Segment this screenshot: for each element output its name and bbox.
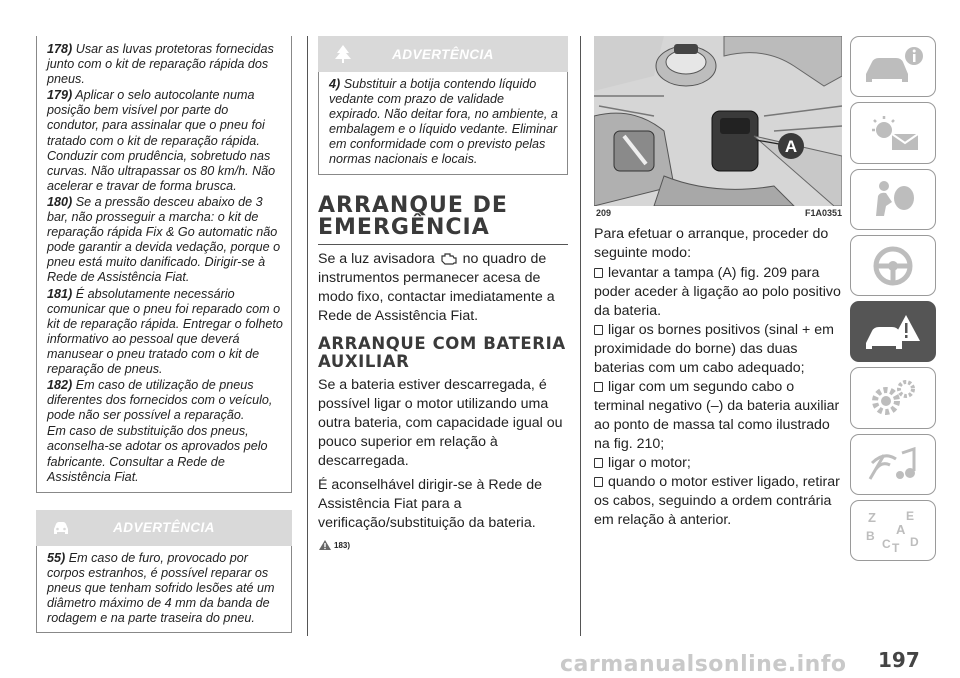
step-item: ligar os bornes positivos (sinal + em proximidade do borne) das duas baterias com um cabo adequado; xyxy=(594,322,834,376)
warning-title: ADVERTÊNCIA xyxy=(113,520,215,536)
checkbox-bullet-icon xyxy=(594,325,603,335)
figure-callout-label: A xyxy=(784,137,798,156)
middle-column xyxy=(318,36,568,555)
environment-tree-icon xyxy=(332,44,354,64)
chapter-tabs xyxy=(850,36,936,566)
left-column xyxy=(36,36,292,633)
warning-triangle-icon xyxy=(318,539,332,551)
note-reference: 183) xyxy=(334,540,351,550)
svg-text:D: D xyxy=(910,534,919,549)
right-column xyxy=(594,36,844,530)
warning-header xyxy=(318,36,568,72)
section-title: ARRANQUE DE EMERGÊNCIA xyxy=(318,195,568,245)
figure-caption xyxy=(594,206,844,218)
svg-text:A: A xyxy=(896,521,906,537)
tab-emergency[interactable] xyxy=(850,301,936,362)
checkbox-bullet-icon xyxy=(594,382,603,392)
figure-code: F1A0351 xyxy=(804,208,842,218)
note-180: 180) Se a pressão desceu abaixo de 3 bar, não prosseguir a marcha: o kit de reparação rápida Fix & Go automatic não pode garantir a devida vedação, porque o pneu está muito danificado. Dirigir-se à Rede de Assistência Fiat. xyxy=(47,194,281,285)
svg-text:Z: Z xyxy=(868,509,876,525)
car-warning-icon xyxy=(50,518,72,538)
step-item: levantar a tampa (A) fig. 209 para poder aceder à ligação ao polo positivo da bateria. xyxy=(594,265,841,319)
warning-header xyxy=(36,510,292,546)
steps-intro: Para efetuar o arranque, proceder do seguinte modo: xyxy=(594,226,829,261)
tab-index[interactable] xyxy=(850,500,936,561)
car-emergency-icon xyxy=(862,309,924,355)
watermark: carmanualsonline.info xyxy=(560,652,847,677)
subsection-title: ARRANQUE COM BATERIA AUXILIAR xyxy=(318,333,566,371)
note-178: 178) Usar as luvas protetoras fornecidas junto com o kit de reparação rápida dos pneus. xyxy=(47,42,274,87)
airbag-safety-icon xyxy=(862,176,924,222)
tab-airbag-safety[interactable] xyxy=(850,169,936,230)
engine-bay-figure xyxy=(594,36,842,206)
note-181: 181) É absolutamente necessário comunicar que o pneu foi reparado com o kit de reparação rápida. Entregar o folheto informativo ao pessoal que deverá manusear o pneu tratado com o kit de reparação de pneus. xyxy=(47,286,283,376)
engine-warning-icon xyxy=(439,252,459,266)
step-item: quando o motor estiver ligado, retirar os cabos, seguindo a ordem contrária em relação à anterior. xyxy=(594,474,840,528)
note-179: 179) Aplicar o selo autocolante numa posição bem visível por parte do condutor, para assinalar que o pneu foi tratado com o kit de reparação rápida. Conduzir com prudência, sobretudo nas curvas. Não ultrapassar os 80 km/h. Não acelerar e travar de forma brusca. xyxy=(47,88,276,193)
subsection-body: Se a bateria estiver descarregada, é possível ligar o motor utilizando uma outra bateria, com capacidade igual ou pouco superior em relação à descarregada. É aconselhável dirigir-se à Rede de Assistência Fiat para a verificação/substituição da bateria. 183) xyxy=(318,376,563,550)
tab-steering-wheel[interactable] xyxy=(850,235,936,296)
steering-wheel-icon xyxy=(862,243,924,289)
tab-car-info[interactable] xyxy=(850,36,936,97)
svg-text:E: E xyxy=(906,508,915,523)
dashboard-lights-icon xyxy=(862,110,924,156)
engine-bay-illustration xyxy=(594,36,842,206)
warning-body: 55) Em caso de furo, provocado por corpos estranhos, é possível reparar os pneus que tenham sofrido lesões até um diâmetro máximo de 4 mm da banda de rodagem e na parte traseira do pneu. xyxy=(36,546,292,633)
multimedia-icon xyxy=(862,441,924,487)
car-info-icon xyxy=(862,44,924,90)
alphabetical-index-icon xyxy=(862,508,924,554)
svg-text:B: B xyxy=(866,528,875,543)
tab-multimedia[interactable] xyxy=(850,434,936,495)
column-divider xyxy=(580,36,581,636)
warning-title: ADVERTÊNCIA xyxy=(392,46,494,62)
step-item: ligar o motor; xyxy=(594,454,844,473)
tab-dashboard-lights[interactable] xyxy=(850,102,936,163)
steps-section xyxy=(594,225,844,530)
page-number: 197 xyxy=(878,648,920,672)
figure-number: 209 xyxy=(596,208,612,218)
svg-text:C: C xyxy=(882,536,891,551)
checkbox-bullet-icon xyxy=(594,458,603,468)
warning-body: 4) Substituir a botija contendo líquido vedante com prazo de validade expirado. Não deitar fora, no ambiente, a embalagem e o líquido vedante. Eliminar em conformidade com o previsto pelas normas nacionais e locais. xyxy=(318,72,568,175)
step-item: ligar com um segundo cabo o terminal negativo (–) da bateria auxiliar ao ponto de massa tal como ilustrado na fig. 210; xyxy=(594,379,840,452)
section-intro: Se a luz avisadora no quadro de instrumentos permanecer acesa de modo fixo, contactar imediatamente a Rede de Assistência Fiat. xyxy=(318,250,555,324)
maintenance-gears-icon xyxy=(862,375,924,421)
column-divider xyxy=(307,36,308,636)
checkbox-bullet-icon xyxy=(594,268,603,278)
note-182-continued: Em caso de substituição dos pneus, aconselha-se adotar os aprovados pelo fabricante. Consultar a Rede de Assistência Fiat. xyxy=(47,424,268,484)
note-182: 182) Em caso de utilização de pneus diferentes dos fornecidos com o veículo, pode não ser possível a reparação. xyxy=(47,378,273,423)
tab-maintenance[interactable] xyxy=(850,367,936,428)
svg-text:T: T xyxy=(892,540,900,554)
notes-box xyxy=(36,36,292,493)
checkbox-bullet-icon xyxy=(594,477,603,487)
